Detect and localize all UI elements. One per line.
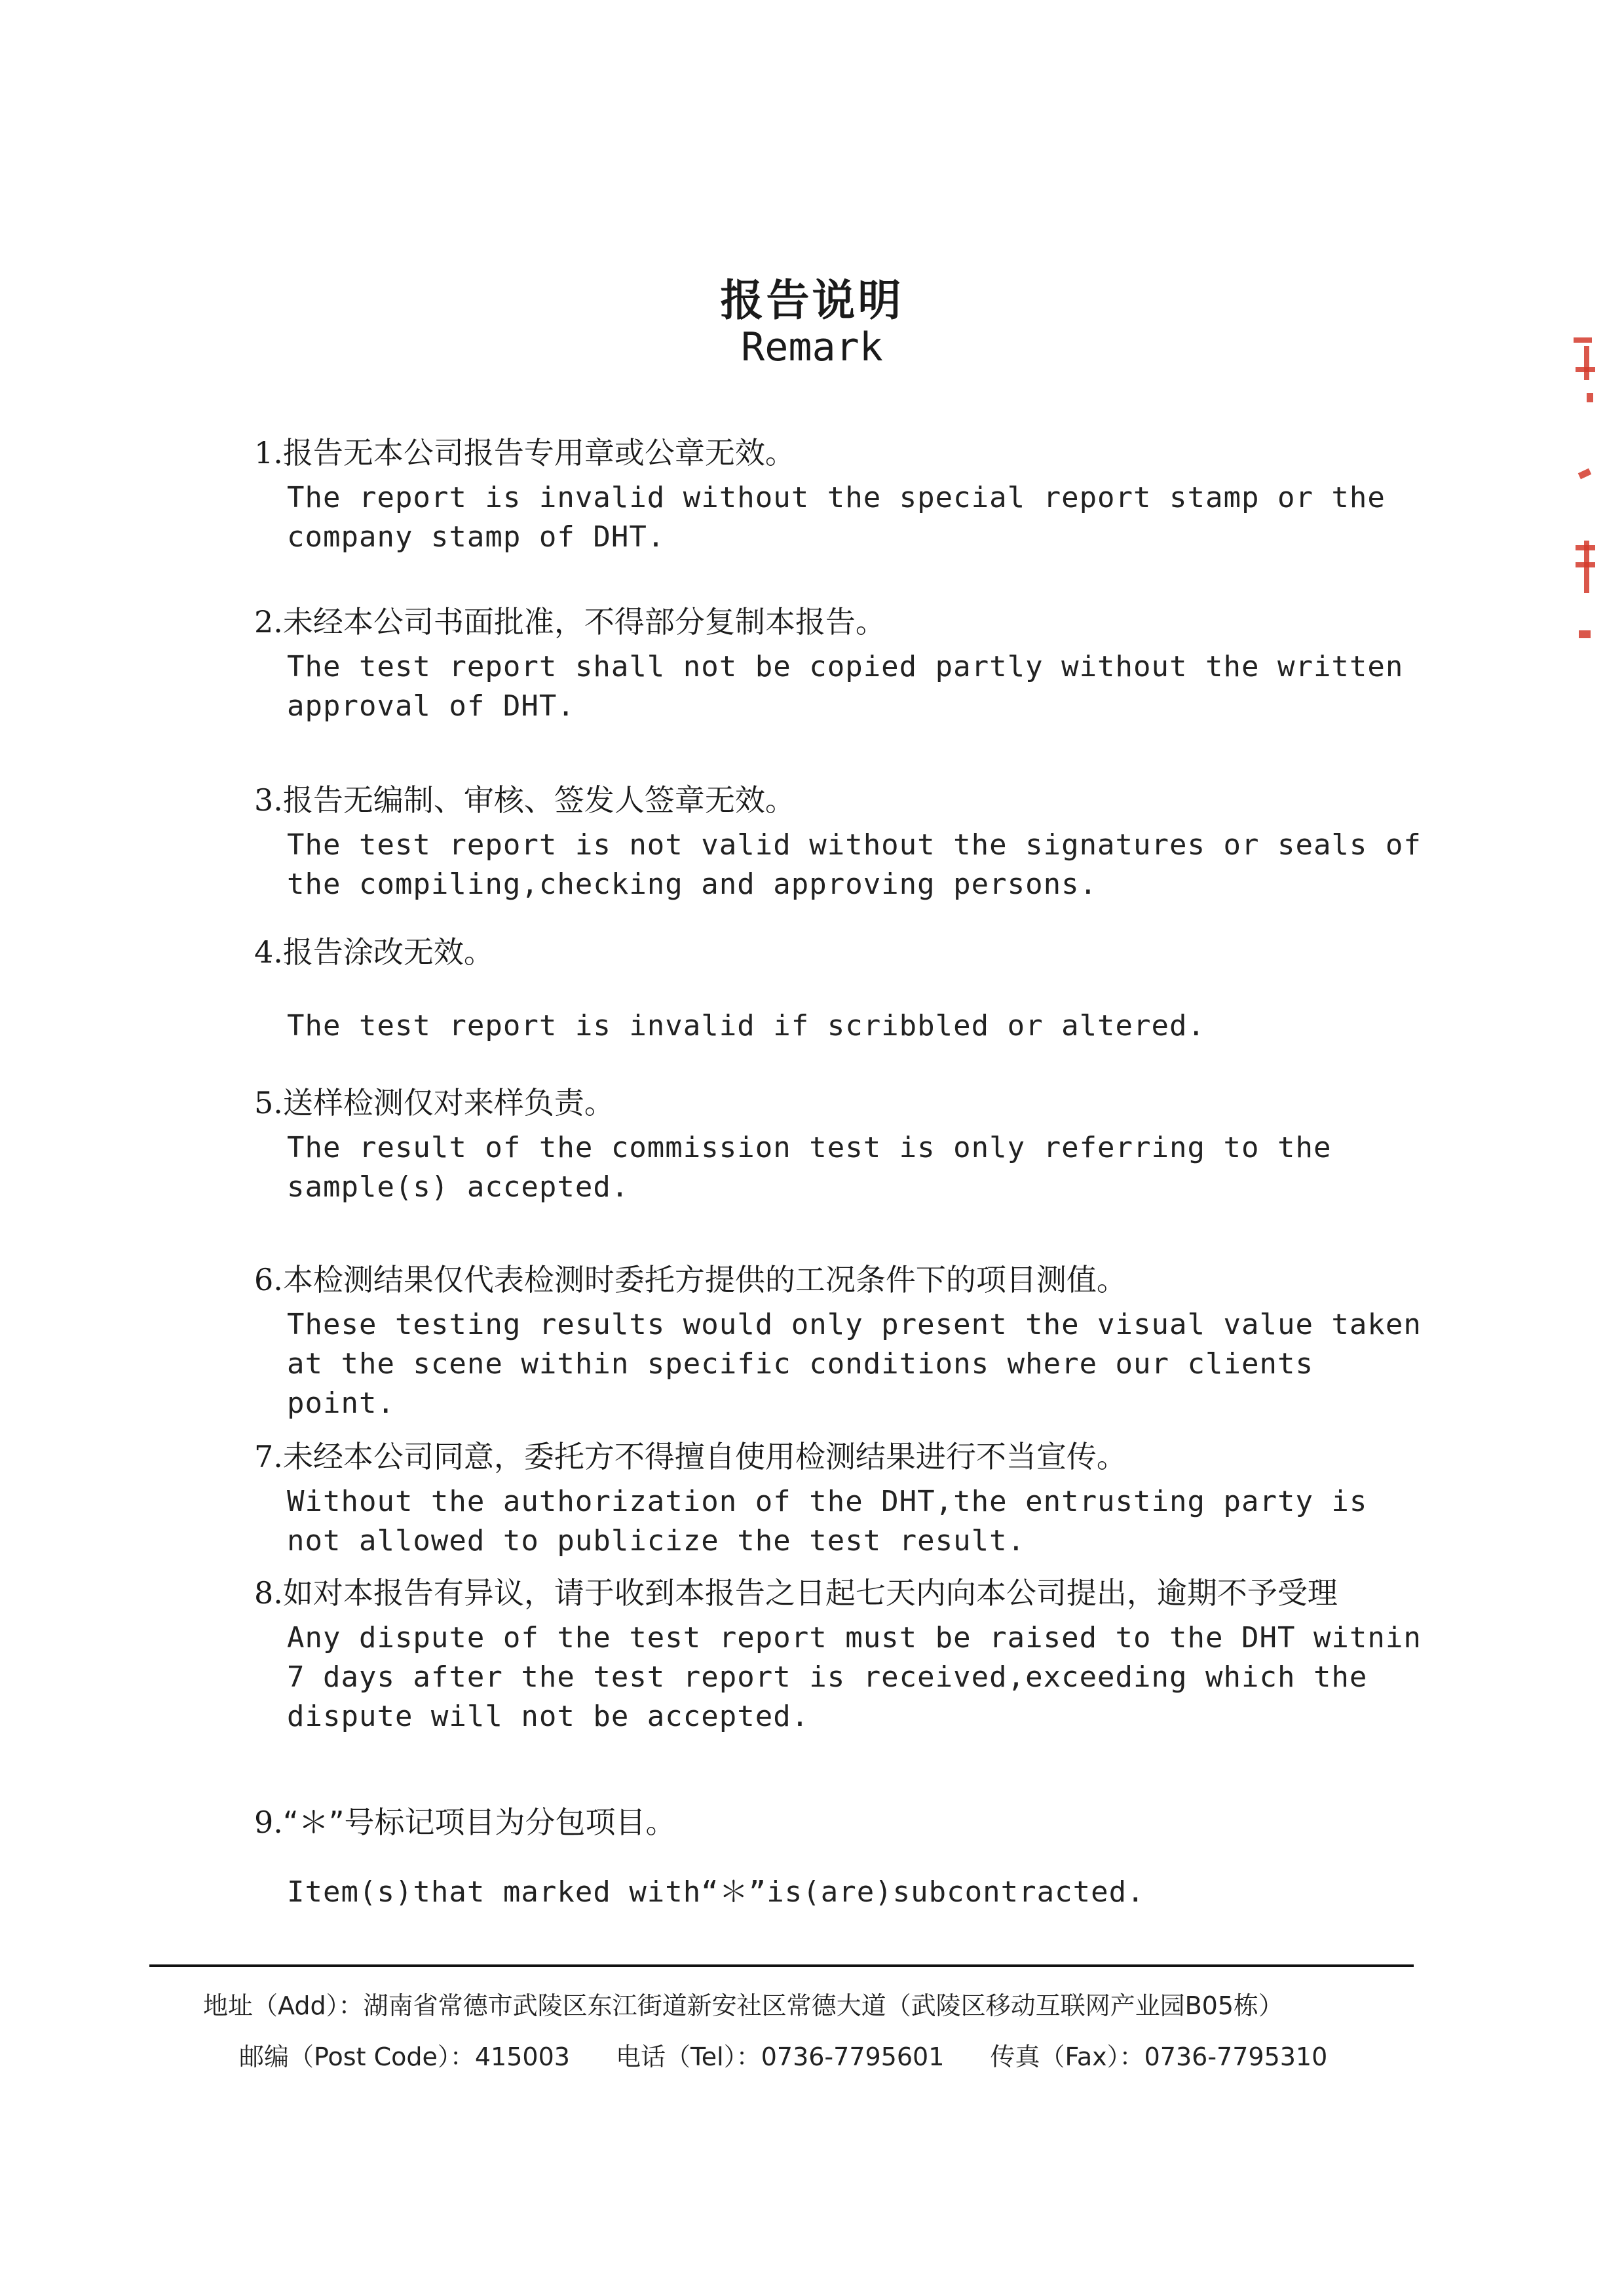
item-text-en: The test report is invalid if scribbled or altered. (287, 1009, 1206, 1043)
page-title-en: Remark (741, 324, 883, 370)
footer-fax: 传真（Fax）：0736-7795310 (990, 2042, 1328, 2071)
remark-item-1 (254, 432, 1433, 557)
item-text-cn: 报告涂改无效。 (282, 934, 494, 970)
remark-item-9 (254, 1802, 1433, 1912)
remark-item-8 (254, 1573, 1433, 1736)
footer-address: 地址（Add）：湖南省常德市武陵区东江街道新安社区常德大道（武陵区移动互联网产业园B05栋） (203, 1991, 1283, 2020)
item-number: 4. (254, 934, 283, 970)
item-text-en: The test report is not valid without the signatures or seals of the compiling,checking and approving persons. (287, 828, 1422, 901)
remark-item-3 (254, 780, 1433, 904)
item-text-cn: 送样检测仅对来样负责。 (282, 1085, 614, 1120)
item-text-en: These testing results would only present the visual value taken at the scene within specific conditions where our clients point. (287, 1308, 1422, 1420)
item-text-cn: 未经本公司同意，委托方不得擅自使用检测结果进行不当宣传。 (282, 1439, 1127, 1474)
item-number: 6. (254, 1262, 283, 1297)
item-number: 1. (254, 435, 283, 470)
item-text-en: Any dispute of the test report must be raised to the DHT witnin 7 days after the test report is received,exceeding which the dispute will not be accepted. (287, 1621, 1422, 1733)
item-text-cn: 如对本报告有异议，请于收到本报告之日起七天内向本公司提出，逾期不予受理 (282, 1575, 1338, 1611)
item-text-en: Without the authorization of the DHT,the entrusting party is not allowed to publicize the test result. (287, 1485, 1368, 1558)
remark-item-6 (254, 1259, 1433, 1423)
item-number: 2. (254, 604, 283, 640)
item-text-en: The test report shall not be copied partly without the written approval of DHT. (287, 650, 1404, 723)
item-number: 8. (254, 1575, 283, 1611)
item-text-en: Item(s)that marked with“＊”is(are)subcontracted. (287, 1875, 1145, 1909)
item-text-en: The report is invalid without the special report stamp or the company stamp of DHT. (287, 481, 1386, 554)
remark-item-4 (254, 932, 1433, 1046)
remark-item-5 (254, 1082, 1433, 1207)
item-text-cn: 报告无编制、审核、签发人签章无效。 (282, 782, 795, 818)
footer-tel: 电话（Tel）：0736-7795601 (616, 2042, 945, 2071)
remark-item-2 (254, 602, 1433, 726)
item-number: 5. (254, 1085, 283, 1120)
item-text-cn: “＊”号标记项目为分包项目。 (282, 1805, 676, 1840)
item-text-en: The result of the commission test is only referring to the sample(s) accepted. (287, 1131, 1332, 1204)
footer-contact (239, 2037, 1327, 2073)
item-text-cn: 报告无本公司报告专用章或公章无效。 (282, 435, 795, 470)
item-text-cn: 本检测结果仅代表检测时委托方提供的工况条件下的项目测值。 (282, 1262, 1127, 1297)
item-text-cn: 未经本公司书面批准，不得部分复制本报告。 (282, 604, 886, 640)
item-number: 7. (254, 1439, 283, 1474)
footer-divider (149, 1964, 1414, 1967)
item-number: 3. (254, 782, 283, 818)
footer-post-code: 邮编（Post Code）：415003 (239, 2042, 570, 2071)
item-number: 9. (254, 1805, 283, 1840)
remark-item-7 (254, 1436, 1433, 1561)
page-title-cn: 报告说明 (720, 275, 904, 326)
